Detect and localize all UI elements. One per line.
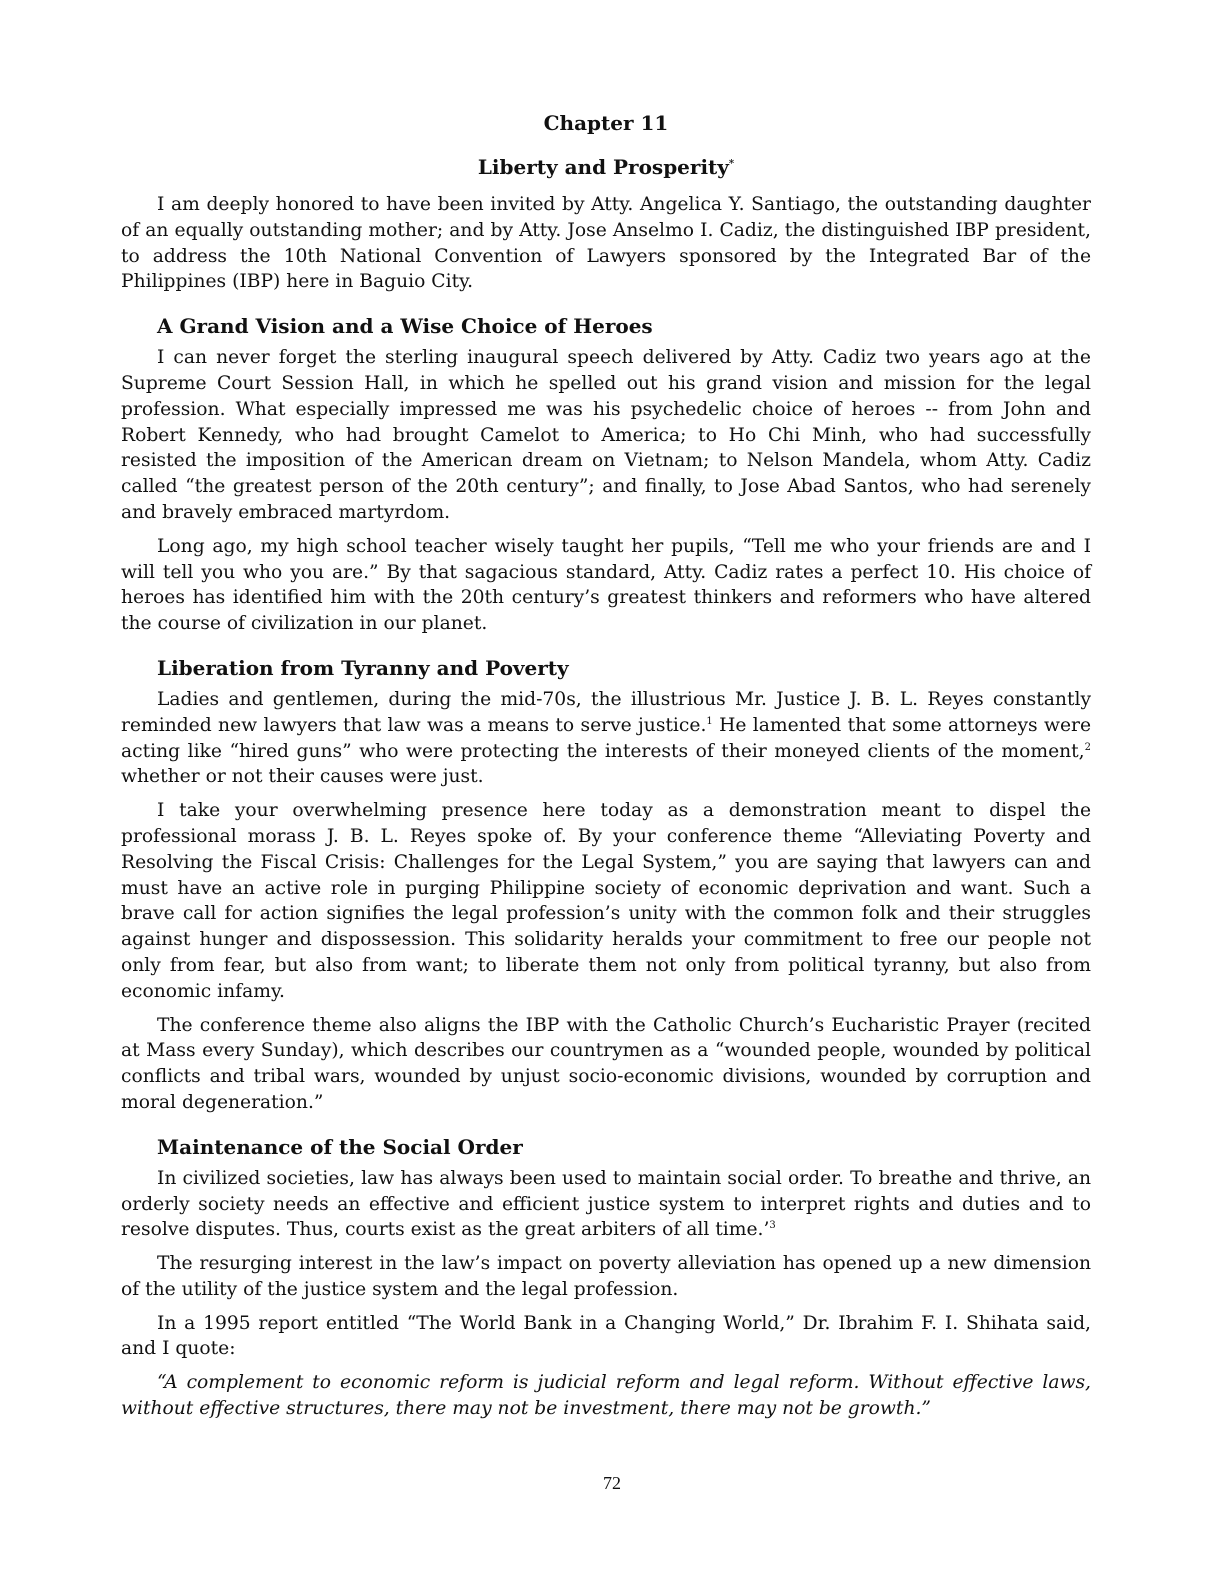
footnote-ref-2: 2 — [1084, 741, 1091, 753]
paragraph-high-school-teacher: Long ago, my high school teacher wisely taught her pupils, “Tell me who your friends are and I will tell you who you are.” By that sagacious standard, Atty. Cadiz rates a perfect 10. His choice of heroes has identified him with the 20th century’s greatest thinkers and reformers who have altered the course of civilization in our planet. — [121, 535, 1091, 635]
chapter-label: Chapter 11 — [543, 111, 669, 135]
footnote-ref-1: 1 — [706, 715, 713, 727]
paragraph-jbl-reyes-part2: He lamented that some attorneys were acting like “hired guns” who were protecting the interests of their moneyed clients of the moment, — [121, 714, 1091, 762]
paragraph-civilized-societies — [121, 1166, 1091, 1243]
section-heading-liberation: Liberation from Tyranny and Poverty — [157, 655, 569, 680]
document-page — [121, 108, 1091, 1430]
paragraph-world-bank-report: In a 1995 report entitled “The World Bank in a Changing World,” Dr. Ibrahim F. I. Shihata said, and I quote: — [121, 1312, 1091, 1360]
paragraph-resurging-interest: The resurging interest in the law’s impact on poverty alleviation has opened up a new dimension of the utility of the justice system and the legal profession. — [121, 1253, 1091, 1300]
paragraph-inaugural-speech: I can never forget the sterling inaugural speech delivered by Atty. Cadiz two years ago at the Supreme Court Session Hall, in which he spelled out his grand vision and mission for the legal profession. What especially impressed me was his psychedelic choice of heroes -- from John and Robert Kennedy, who had brought Camelot to America; to Ho Chi Minh, who had successfully resisted the imposition of the American dream on Vietnam; to Nelson Mandela, whom Atty. Cadiz called “the greatest person of the 20th century”; and finally, to Jose Abad Santos, who had serenely and bravely embraced martyrdom. — [121, 347, 1091, 523]
paragraph-conference-theme: I take your overwhelming presence here today as a demonstration meant to dispel the professional morass J. B. L. Reyes spoke of. By your conference theme “Alleviating Poverty and Resolving the Fiscal Crisis: Challenges for the Legal System,” you are saying that lawyers can and must have an active role in purging Philippine society of economic deprivation and want. Such a brave call for action signifies the legal profession’s unity with the common folk and their struggles against hunger and dispossession. This solidarity heralds your commitment to free our people not only from fear, but also from want; to liberate them not only from political tyranny, but also from economic infamy. — [121, 800, 1091, 1002]
section-heading-grand-vision: A Grand Vision and a Wise Choice of Heroes — [157, 314, 653, 339]
quote-shihata: “A complement to economic reform is judicial reform and legal reform. Without effective laws, without effective structures, there may not be investment, there may not be growth.” — [121, 1372, 1091, 1420]
paragraph-jbl-reyes-part1: Ladies and gentlemen, during the mid-70s, the illustrious Mr. Justice J. B. L. Reyes constantly reminded new lawyers that law was a means to serve justice. — [121, 688, 1091, 736]
paragraph-jbl-reyes-part3: whether or not their causes were just. — [121, 766, 484, 788]
paragraph-civilized-societies-text: In civilized societies, law has always been used to maintain social order. To breathe and thrive, an orderly society needs an effective and efficient justice system to interpret rights and duties and to resolve disputes. Thus, courts exist as the great arbiters of all time.’ — [121, 1167, 1091, 1241]
chapter-title — [121, 152, 1091, 182]
chapter-title-footnote-mark: * — [728, 158, 735, 170]
chapter-title-text: Liberty and Prosperity — [477, 155, 729, 179]
page-number: 72 — [603, 1473, 621, 1493]
paragraph-jbl-reyes — [121, 687, 1091, 790]
section-heading-social-order: Maintenance of the Social Order — [157, 1134, 523, 1159]
footnote-ref-3: 3 — [769, 1220, 776, 1232]
paragraph-eucharistic-prayer: The conference theme also aligns the IBP with the Catholic Church’s Eucharistic Prayer (recited at Mass every Sunday), which describes our countrymen as a “wounded people, wounded by political conflicts and tribal wars, wounded by unjust socio-economic divisions, wounded by corruption and moral degeneration.” — [121, 1014, 1091, 1113]
intro-paragraph: I am deeply honored to have been invited by Atty. Angelica Y. Santiago, the outstanding daughter of an equally outstanding mother; and by Atty. Jose Anselmo I. Cadiz, the distinguished IBP president, to address the 10th National Convention of Lawyers sponsored by the Integrated Bar of the Philippines (IBP) here in Baguio City. — [121, 194, 1091, 293]
